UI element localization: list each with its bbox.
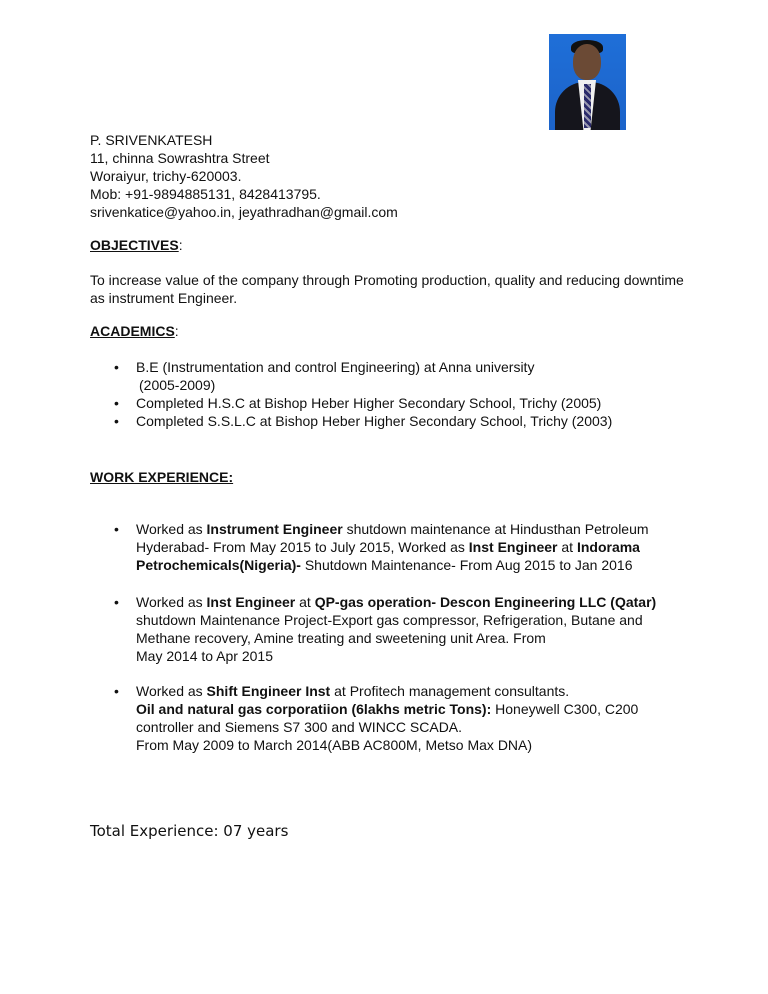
objectives-colon: : [178, 237, 183, 253]
academic-item-2: • Completed H.S.C at Bishop Heber Higher Secondary School, Trichy (2005) [136, 395, 602, 411]
academics-colon: : [174, 323, 179, 339]
photo-face [573, 44, 601, 80]
academics-list [90, 358, 612, 430]
job2-text-c: at [295, 594, 315, 610]
job1-text-i: Shutdown Maintenance- From Aug 2015 to Jan 2016 [300, 557, 633, 573]
list-item [90, 412, 612, 430]
work-section [90, 468, 233, 486]
job3-text-a: Worked as [136, 683, 207, 699]
contact-phone: Mob: +91-9894885131, 8428413795. [90, 186, 321, 202]
job2-line4: May 2014 to Apr 2015 [136, 648, 273, 664]
job2-line2: shutdown Maintenance Project-Export gas compressor, Refrigeration, Butane and [136, 612, 643, 628]
academics-heading: ACADEMICS [90, 323, 175, 339]
academic-item-1-line2: (2005-2009) [139, 377, 216, 393]
job1-title: Instrument Engineer [206, 521, 343, 537]
contact-address-line2: Woraiyur, trichy-620003. [90, 168, 242, 184]
objectives-section [90, 236, 183, 254]
job1-text-a: Worked as [136, 521, 207, 537]
job3-company: Oil and natural gas corporatiion (6lakhs metric Tons): [136, 701, 492, 717]
photo-tie [584, 84, 591, 128]
job2-title: Inst Engineer [206, 594, 296, 610]
list-item [90, 520, 649, 574]
list-item [90, 682, 638, 754]
job3-text-c: at Profitech management consultants. [330, 683, 570, 699]
job1-text-c: shutdown maintenance at Hindusthan Petroleum [342, 521, 649, 537]
contact-address-line1: 11, chinna Sowrashtra Street [90, 150, 270, 166]
total-experience: Total Experience: 07 years [90, 822, 289, 840]
academics-section [90, 322, 179, 340]
work-list-3 [90, 682, 638, 754]
list-item [90, 358, 612, 394]
profile-photo [549, 34, 626, 130]
job1-text-d: Hyderabad- From May 2015 to July 2015, Worked as [136, 539, 469, 555]
job1-company: Indorama [576, 539, 640, 555]
academic-item-1-line1: • B.E (Instrumentation and control Engineering) at Anna university [136, 359, 535, 375]
objectives-text [90, 271, 684, 307]
contact-email: srivenkatice@yahoo.in, jeyathradhan@gmail.com [90, 204, 398, 220]
job3-line3: controller and Siemens S7 300 and WINCC SCADA. [136, 719, 463, 735]
job1-title-2: Inst Engineer [468, 539, 558, 555]
objectives-line2: as instrument Engineer. [90, 290, 238, 306]
job1-company-cont: Petrochemicals(Nigeria)- [136, 557, 301, 573]
objectives-heading: OBJECTIVES [90, 237, 179, 253]
job2-text-a: Worked as [136, 594, 207, 610]
job3-text-e: Honeywell C300, C200 [491, 701, 639, 717]
list-item [90, 593, 656, 665]
contact-block [90, 131, 398, 221]
work-list-2 [90, 593, 656, 665]
academic-item-3: • Completed S.S.L.C at Bishop Heber Higher Secondary School, Trichy (2003) [136, 413, 613, 429]
job2-company: QP-gas operation- Descon Engineering LLC (Qatar) [314, 594, 657, 610]
job3-title: Shift Engineer Inst [206, 683, 331, 699]
job2-line3: Methane recovery, Amine treating and sweetening unit Area. From [136, 630, 546, 646]
contact-name: P. SRIVENKATESH [90, 132, 213, 148]
objectives-line1: To increase value of the company through Promoting production, quality and reducing downtime [90, 272, 684, 288]
list-item [90, 394, 612, 412]
work-heading: WORK EXPERIENCE: [90, 469, 234, 485]
job3-line4: From May 2009 to March 2014(ABB AC800M, Metso Max DNA) [136, 737, 533, 753]
job1-text-f: at [557, 539, 577, 555]
work-list-1 [90, 520, 649, 574]
